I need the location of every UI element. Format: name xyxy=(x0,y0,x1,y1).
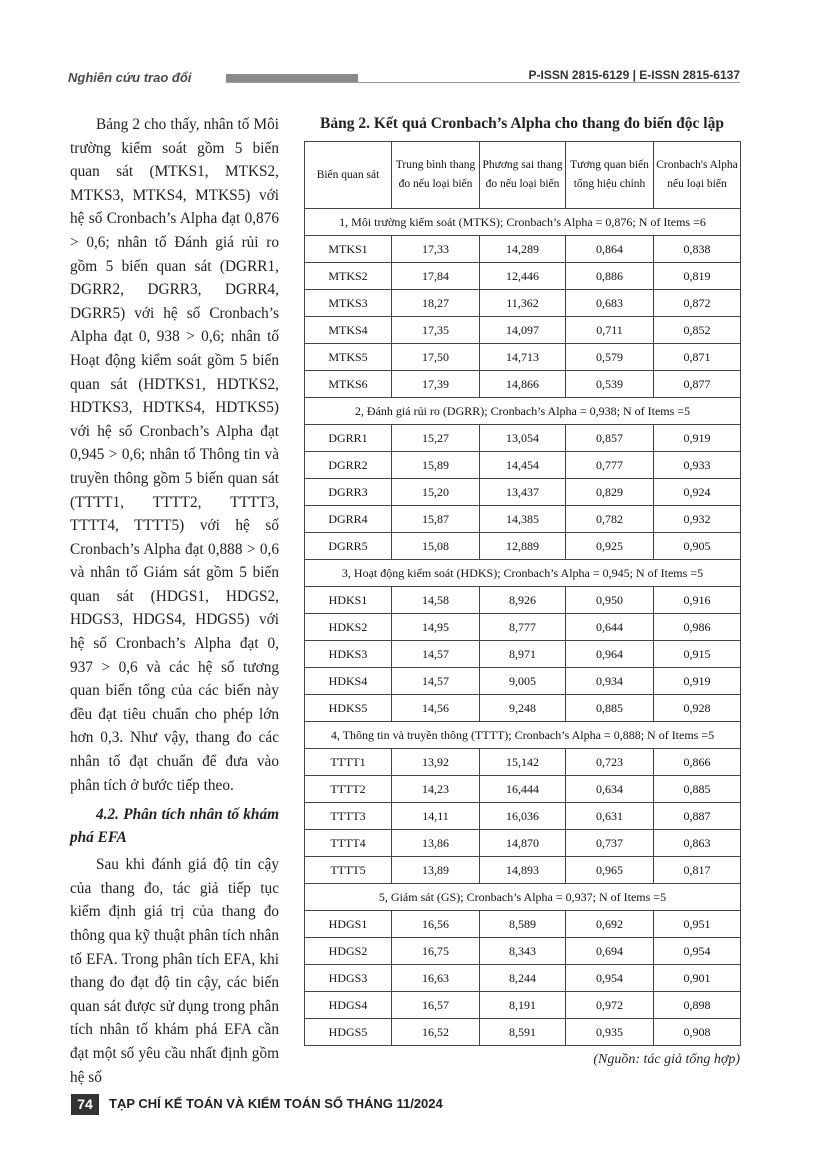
table-cell: 15,142 xyxy=(480,749,566,776)
table-cell: 17,33 xyxy=(392,236,480,263)
group-row xyxy=(305,209,741,236)
table-cell: 0,925 xyxy=(566,533,654,560)
table-cell: TTTT4 xyxy=(305,830,392,857)
table-row xyxy=(305,290,741,317)
column-header: Tương quan biến tổng hiệu chỉnh xyxy=(566,142,654,209)
table-cell: TTTT1 xyxy=(305,749,392,776)
table-cell: HDKS5 xyxy=(305,695,392,722)
table-cell: HDKS1 xyxy=(305,587,392,614)
table-cell: 0,928 xyxy=(654,695,741,722)
table-cell: 15,87 xyxy=(392,506,480,533)
table-cell: 14,713 xyxy=(480,344,566,371)
table-cell: 13,92 xyxy=(392,749,480,776)
table-cell: TTTT5 xyxy=(305,857,392,884)
table-cell: 15,08 xyxy=(392,533,480,560)
group-label: 5, Giám sát (GS); Cronbach’s Alpha = 0,937; N of Items =5 xyxy=(305,884,741,911)
table-cell: 16,75 xyxy=(392,938,480,965)
table-cell: 8,777 xyxy=(480,614,566,641)
table-cell: 16,52 xyxy=(392,1019,480,1046)
table-cell: HDKS3 xyxy=(305,641,392,668)
table-row xyxy=(305,992,741,1019)
table-cell: 0,885 xyxy=(566,695,654,722)
table-cell: 0,898 xyxy=(654,992,741,1019)
table-row xyxy=(305,749,741,776)
table-cell: 0,915 xyxy=(654,641,741,668)
table-cell: 0,871 xyxy=(654,344,741,371)
table-cell: 0,579 xyxy=(566,344,654,371)
table-cell: 0,986 xyxy=(654,614,741,641)
paragraph-2: Sau khi đánh giá độ tin cậy của thang đo, tác giả tiếp tục kiểm định giá trị của thang đo thông qua kỹ thuật phân tích nhân tố EFA. Trong phân tích EFA, khi thang đo đạt độ tin cậy, các biến quan sát được sử dụng trong phân tích nhân tố khám phá EFA cần đạt một số yêu cầu nhất định gồm hệ số xyxy=(70,856,279,1086)
table-cell: 14,893 xyxy=(480,857,566,884)
table-cell: 13,89 xyxy=(392,857,480,884)
table-cell: 14,454 xyxy=(480,452,566,479)
table-cell: 0,919 xyxy=(654,425,741,452)
table-cell: 8,971 xyxy=(480,641,566,668)
column-header: Biến quan sát xyxy=(305,142,392,209)
table-row xyxy=(305,236,741,263)
table-cell: HDGS3 xyxy=(305,965,392,992)
group-label: 4, Thông tin và truyền thông (TTTT); Cronbach’s Alpha = 0,888; N of Items =5 xyxy=(305,722,741,749)
table-cell: HDGS1 xyxy=(305,911,392,938)
table-cell: HDKS2 xyxy=(305,614,392,641)
table-cell: TTTT2 xyxy=(305,776,392,803)
table-cell: 0,819 xyxy=(654,263,741,290)
table-source: (Nguồn: tác giả tổng hợp) xyxy=(593,1052,740,1067)
table-cell: 0,838 xyxy=(654,236,741,263)
table-cell: 8,926 xyxy=(480,587,566,614)
table-cell: HDGS4 xyxy=(305,992,392,1019)
table-cell: 13,86 xyxy=(392,830,480,857)
table-cell: MTKS6 xyxy=(305,371,392,398)
table-row xyxy=(305,317,741,344)
table-row xyxy=(305,344,741,371)
table-cell: 0,964 xyxy=(566,641,654,668)
table-cell: HDKS4 xyxy=(305,668,392,695)
table-cell: 8,589 xyxy=(480,911,566,938)
table-cell: 0,924 xyxy=(654,479,741,506)
table-cell: HDGS5 xyxy=(305,1019,392,1046)
group-row xyxy=(305,884,741,911)
table-row xyxy=(305,965,741,992)
table-cell: 8,244 xyxy=(480,965,566,992)
table-cell: DGRR3 xyxy=(305,479,392,506)
table-row xyxy=(305,425,741,452)
table-header-row xyxy=(305,142,741,209)
table-cell: 14,289 xyxy=(480,236,566,263)
table-cell: 14,866 xyxy=(480,371,566,398)
table-cell: 0,692 xyxy=(566,911,654,938)
group-row xyxy=(305,560,741,587)
table-row xyxy=(305,857,741,884)
table-cell: 0,644 xyxy=(566,614,654,641)
table-cell: 17,39 xyxy=(392,371,480,398)
header-bar xyxy=(226,74,358,82)
table-cell: 0,539 xyxy=(566,371,654,398)
table-cell: 17,50 xyxy=(392,344,480,371)
group-row xyxy=(305,722,741,749)
table-cell: 0,864 xyxy=(566,236,654,263)
table-cell: 0,905 xyxy=(654,533,741,560)
table-cell: 14,870 xyxy=(480,830,566,857)
table-cell: 0,852 xyxy=(654,317,741,344)
table-cell: 0,919 xyxy=(654,668,741,695)
table-cell: 18,27 xyxy=(392,290,480,317)
table-cell: 16,63 xyxy=(392,965,480,992)
journal-title: TẠP CHÍ KẾ TOÁN VÀ KIỂM TOÁN SỐ THÁNG 11/2024 xyxy=(109,1096,443,1111)
group-label: 1, Môi trường kiểm soát (MTKS); Cronbach’s Alpha = 0,876; N of Items =6 xyxy=(305,209,741,236)
table-cell: 14,11 xyxy=(392,803,480,830)
table-cell: MTKS1 xyxy=(305,236,392,263)
table-cell: 16,56 xyxy=(392,911,480,938)
table-cell: 14,097 xyxy=(480,317,566,344)
table-cell: 0,901 xyxy=(654,965,741,992)
table-cell: 0,782 xyxy=(566,506,654,533)
table-cell: 0,737 xyxy=(566,830,654,857)
page-number: 74 xyxy=(71,1094,99,1115)
table-cell: MTKS4 xyxy=(305,317,392,344)
page-header xyxy=(68,68,740,90)
body-text-column xyxy=(70,113,279,1089)
table-cell: 8,343 xyxy=(480,938,566,965)
table-cell: 0,857 xyxy=(566,425,654,452)
group-label: 2, Đánh giá rủi ro (DGRR); Cronbach’s Alpha = 0,938; N of Items =5 xyxy=(305,398,741,425)
table-cell: 9,248 xyxy=(480,695,566,722)
table-cell: 15,27 xyxy=(392,425,480,452)
table-cell: 13,437 xyxy=(480,479,566,506)
table-row xyxy=(305,641,741,668)
section-label: Nghiên cứu trao đổi xyxy=(68,70,192,85)
table-cell: DGRR4 xyxy=(305,506,392,533)
table-row xyxy=(305,371,741,398)
table-row xyxy=(305,614,741,641)
table-cell: 0,694 xyxy=(566,938,654,965)
table-cell: 0,863 xyxy=(654,830,741,857)
table-row xyxy=(305,533,741,560)
table-cell: 0,723 xyxy=(566,749,654,776)
table-cell: DGRR5 xyxy=(305,533,392,560)
table-row xyxy=(305,695,741,722)
table-cell: 0,887 xyxy=(654,803,741,830)
table-cell: 14,385 xyxy=(480,506,566,533)
group-label: 3, Hoạt động kiểm soát (HDKS); Cronbach’s Alpha = 0,945; N of Items =5 xyxy=(305,560,741,587)
table-cell: 14,56 xyxy=(392,695,480,722)
group-row xyxy=(305,398,741,425)
issn-label: P-ISSN 2815-6129 | E-ISSN 2815-6137 xyxy=(521,68,740,82)
table-row xyxy=(305,830,741,857)
table-cell: MTKS5 xyxy=(305,344,392,371)
table-cell: 0,777 xyxy=(566,452,654,479)
table-cell: 8,191 xyxy=(480,992,566,1019)
table-row xyxy=(305,776,741,803)
table-cell: TTTT3 xyxy=(305,803,392,830)
table-row xyxy=(305,263,741,290)
table-cell: 0,950 xyxy=(566,587,654,614)
table-cell: 13,054 xyxy=(480,425,566,452)
table-cell: 0,934 xyxy=(566,668,654,695)
table-cell: 0,711 xyxy=(566,317,654,344)
table-title: Bảng 2. Kết quả Cronbach’s Alpha cho thang đo biến độc lập xyxy=(320,115,724,132)
table-cell: HDGS2 xyxy=(305,938,392,965)
table-cell: 16,57 xyxy=(392,992,480,1019)
table-cell: 0,908 xyxy=(654,1019,741,1046)
column-header: Cronbach's Alpha nếu loại biến xyxy=(654,142,741,209)
table-cell: 0,829 xyxy=(566,479,654,506)
table-row xyxy=(305,506,741,533)
table-cell: 0,935 xyxy=(566,1019,654,1046)
table-cell: 14,95 xyxy=(392,614,480,641)
table-row xyxy=(305,1019,741,1046)
table-cell: MTKS2 xyxy=(305,263,392,290)
table-cell: DGRR1 xyxy=(305,425,392,452)
table-cell: 0,683 xyxy=(566,290,654,317)
table-cell: 0,954 xyxy=(654,938,741,965)
table-cell: 14,58 xyxy=(392,587,480,614)
table-cell: 9,005 xyxy=(480,668,566,695)
table-cell: 15,20 xyxy=(392,479,480,506)
table-cell: 0,932 xyxy=(654,506,741,533)
table-row xyxy=(305,803,741,830)
table-body xyxy=(305,209,741,1046)
table-cell: 0,877 xyxy=(654,371,741,398)
table-row xyxy=(305,452,741,479)
table-cell: 12,889 xyxy=(480,533,566,560)
table-cell: DGRR2 xyxy=(305,452,392,479)
table-cell: 0,817 xyxy=(654,857,741,884)
table-cell: 0,933 xyxy=(654,452,741,479)
table-cell: 17,84 xyxy=(392,263,480,290)
header-rule xyxy=(226,82,740,83)
table-cell: 14,57 xyxy=(392,641,480,668)
table-cell: 0,885 xyxy=(654,776,741,803)
table-row xyxy=(305,668,741,695)
table-row xyxy=(305,911,741,938)
table-cell: 16,444 xyxy=(480,776,566,803)
paragraph-1: Bảng 2 cho thấy, nhân tố Môi trường kiểm soát gồm 5 biến quan sát (MTKS1, MTKS2, MTKS3, MTKS4, MTKS5) với hệ số Cronbach’s Alpha đạt 0,876 > 0,6; nhân tố Đánh giá rủi ro gồm 5 biến quan sát (DGRR1, DGRR2, DGRR3, DGRR4, DGRR5) với hệ số Cronbach’s Alpha đạt 0, 938 > 0,6; nhân tố Hoạt động kiểm soát gồm 5 biến quan sát (HDTKS1, HDTKS2, HDTKS3, HDTKS4, HDTKS5) với hệ số Cronbach’s Alpha đạt 0,945 > 0,6; nhân tố Thông tin và truyền thông gồm 5 biến quan sát (TTTT1, TTTT2, TTTT3, TTTT4, TTTT5) với hệ số Cronbach’s Alpha đạt 0,888 > 0,6 và nhân tố Giám sát gồm 5 biến quan sát (HDGS1, HDGS2, HDGS3, HDGS4, HDGS5) với hệ số Cronbach’s Alpha đạt 0, 937 > 0,6 và các hệ số tương quan biến tổng của các biến này đều đạt tiêu chuẩn cho phép lớn hơn 0,3. Như vậy, thang đo các nhân tố đạt chuẩn để đưa vào phân tích ở bước tiếp theo. xyxy=(70,116,279,794)
table-cell: 0,631 xyxy=(566,803,654,830)
table-cell: 0,872 xyxy=(654,290,741,317)
table-cell: 14,23 xyxy=(392,776,480,803)
table-cell: 0,916 xyxy=(654,587,741,614)
cronbach-table xyxy=(304,141,741,1046)
column-header: Phương sai thang đo nếu loại biến xyxy=(480,142,566,209)
table-cell: 11,362 xyxy=(480,290,566,317)
table-cell: 0,972 xyxy=(566,992,654,1019)
table-row xyxy=(305,587,741,614)
table-cell: 12,446 xyxy=(480,263,566,290)
table-cell: 8,591 xyxy=(480,1019,566,1046)
section-heading: 4.2. Phân tích nhân tố khám phá EFA xyxy=(70,806,279,847)
table-cell: MTKS3 xyxy=(305,290,392,317)
table-cell: 14,57 xyxy=(392,668,480,695)
table-row xyxy=(305,479,741,506)
column-header: Trung bình thang đo nếu loại biến xyxy=(392,142,480,209)
table-cell: 0,886 xyxy=(566,263,654,290)
table-cell: 0,951 xyxy=(654,911,741,938)
table-cell: 0,954 xyxy=(566,965,654,992)
table-cell: 16,036 xyxy=(480,803,566,830)
table-row xyxy=(305,938,741,965)
table-cell: 0,634 xyxy=(566,776,654,803)
table-cell: 15,89 xyxy=(392,452,480,479)
table-cell: 17,35 xyxy=(392,317,480,344)
table-cell: 0,866 xyxy=(654,749,741,776)
table-cell: 0,965 xyxy=(566,857,654,884)
